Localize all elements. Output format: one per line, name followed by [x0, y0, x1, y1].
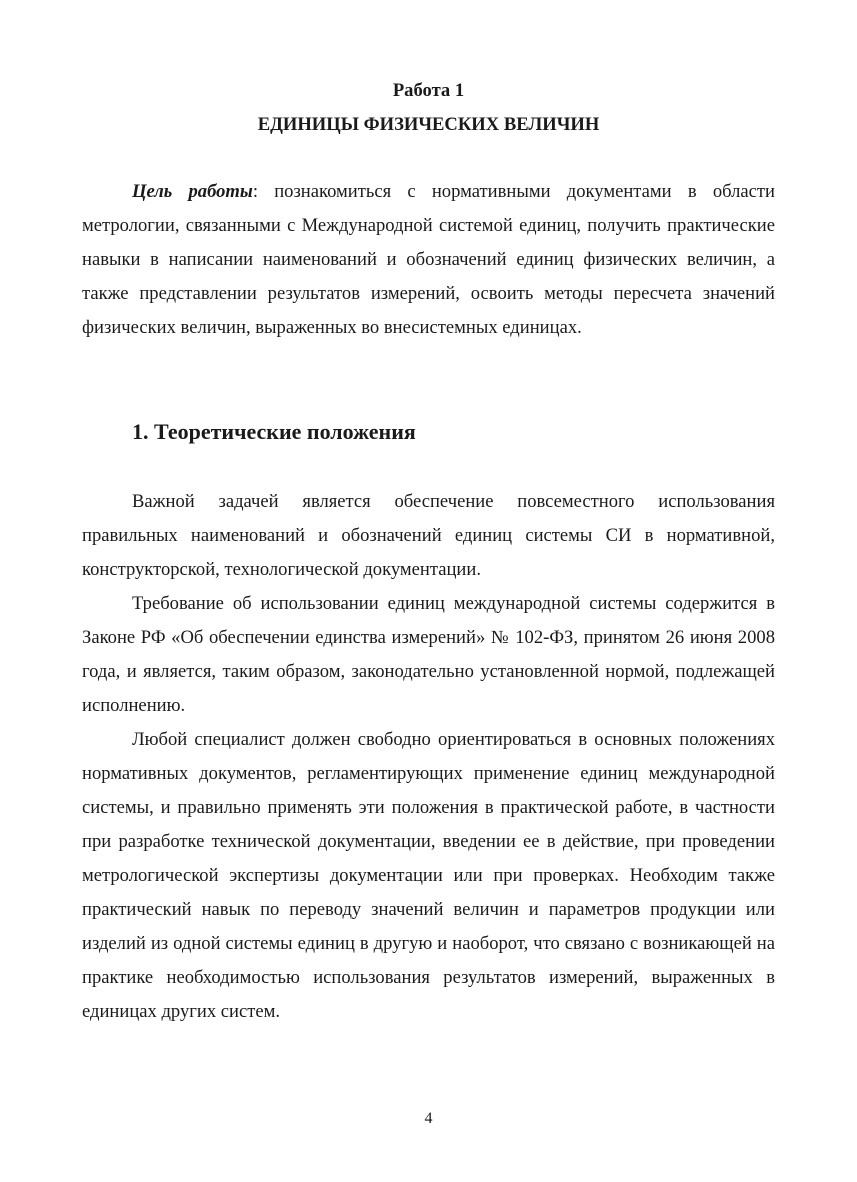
goal-lead: Цель работы [132, 181, 253, 202]
work-title: ЕДИНИЦЫ ФИЗИЧЕСКИХ ВЕЛИЧИН [257, 114, 600, 135]
section-body [82, 485, 775, 1029]
work-number: Работа 1 [392, 80, 465, 101]
page-number: 4 [424, 1110, 433, 1127]
goal-block [82, 175, 775, 345]
body-paragraph: Любой специалист должен свободно ориентироваться в основных положениях нормативных документов, регламентирующих применение единиц международной системы, и правильно применять эти положения в практической работе, в частности при разработке технической документации, введении ее в действие, при проведении метрологической экспертизы документации или при проверках. Необходим также практический навык по переводу значений величин и параметров продукции или изделий из одной системы единиц в другую и наоборот, что связано с возникающей на практике необходимостью использования результатов измерений, выраженных в единицах других систем. [82, 729, 775, 1022]
body-paragraph: Важной задачей является обеспечение повсеместного использования правильных наименований и обозначений единиц системы СИ в нормативной, конструкторской, технологической документации. [82, 491, 775, 580]
goal-text: : познакомиться с нормативными документами в области метрологии, связанными с Международной системой единиц, получить практические навыки в написании наименований и обозначений единиц физических величин, а также представлении результатов измерений, освоить методы пересчета значений физических величин, выраженных во внесистемных единицах. [82, 181, 775, 338]
section-heading: 1. Теоретические положения [132, 419, 416, 444]
body-paragraph: Требование об использовании единиц международной системы содержится в Законе РФ «Об обеспечении единства измерений» № 102-ФЗ, принятом 26 июня 2008 года, и является, таким образом, законодательно установленной нормой, подлежащей исполнению. [82, 593, 775, 716]
goal-paragraph [82, 175, 775, 345]
